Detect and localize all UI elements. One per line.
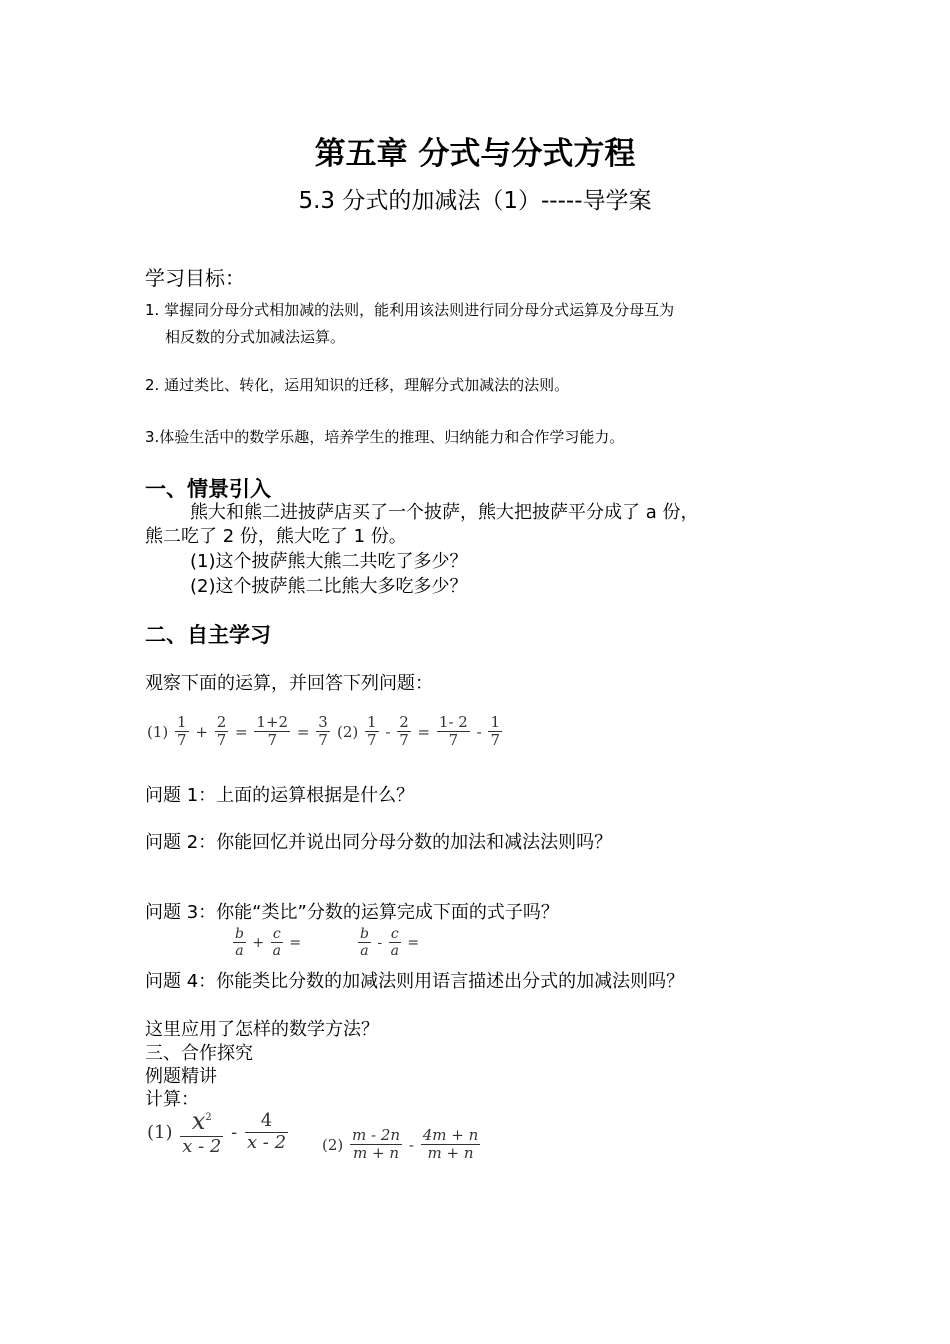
eq1-label: (1) — [147, 722, 169, 741]
method-question: 这里应用了怎样的数学方法？ — [145, 1019, 379, 1040]
ex2-label: (2) — [322, 1135, 344, 1154]
scenario-line-1: 熊大和熊二进披萨店买了一个披萨，熊大把披萨平分成了 a 份， — [190, 502, 699, 523]
ex1-label: (1) — [147, 1122, 173, 1144]
question-1: 问题 1：上面的运算根据是什么？ — [145, 785, 415, 806]
observe-intro: 观察下面的运算，并回答下列问题： — [145, 673, 433, 694]
equation-1: (1) $\frac{1}{7}$ + $\frac{2}{7}$ = $\frac{1+2}{7}$ = $\frac{3}{7}$ — [147, 713, 328, 750]
eq1-frac-c: $\frac{1+2}{7}$ — [256, 713, 289, 750]
example-1-expression: (1) $\frac{x^2}{x - 2}$ - $\frac{4}{x - 2}$ — [147, 1107, 287, 1157]
scenario-question-1: (1)这个披萨熊大熊二共吃了多少？ — [190, 551, 468, 572]
ex1-frac-a: $\frac{x^2}{x - 2}$ — [182, 1107, 222, 1157]
question-2: 问题 2：你能回忆并说出同分母分数的加法和减法法则吗？ — [145, 832, 613, 853]
question-4: 问题 4：你能类比分数的加减法则用语言描述出分式的加减法则吗？ — [145, 971, 685, 992]
eq1-frac-b: $\frac{2}{7}$ — [216, 713, 227, 750]
eq1-frac-d: $\frac{3}{7}$ — [318, 713, 328, 750]
goal-item-1: 1. 掌握同分母分式相加减的法则，能利用该法则进行同分母分式运算及分母互为 — [145, 301, 675, 319]
scenario-line-2: 熊二吃了 2 份，熊大吃了 1 份。 — [145, 526, 407, 547]
ex2-frac-b: $\frac{4m + n}{m + n}$ — [422, 1126, 479, 1163]
eq2-frac-c: $\frac{1- 2}{7}$ — [438, 713, 468, 750]
question-3: 问题 3：你能“类比”分数的运算完成下面的式子吗？ — [145, 902, 559, 923]
ex1-frac-b: $\frac{4}{x - 2}$ — [246, 1110, 287, 1154]
calculate-label: 计算： — [145, 1089, 199, 1110]
fraction-sum-expression: $\frac{b}{a}$ + $\frac{c}{a}$ = — [235, 926, 302, 960]
eq2-frac-b: $\frac{2}{7}$ — [399, 713, 409, 750]
scenario-question-2: (2)这个披萨熊二比熊大多吃多少？ — [190, 576, 468, 597]
page-title: 第五章 分式与分式方程 — [314, 136, 636, 172]
example-heading: 例题精讲 — [145, 1066, 217, 1087]
goal-item-1-cont: 相反数的分式加减法运算。 — [165, 328, 346, 346]
eq1-frac-a: $\frac{1}{7}$ — [177, 713, 187, 750]
goal-item-3: 3.体验生活中的数学乐趣，培养学生的推理、归纳能力和合作学习能力。 — [145, 428, 625, 446]
equation-2: (2) $\frac{1}{7}$ - $\frac{2}{7}$ = $\frac{1- 2}{7}$ - $\frac{1}{7}$ — [337, 713, 501, 750]
fraction-difference-expression: $\frac{b}{a}$ - $\frac{c}{a}$ = — [360, 926, 420, 960]
ex2-frac-a: $\frac{m - 2n}{m + n}$ — [352, 1126, 401, 1163]
page-subtitle: 5.3 分式的加减法（1）-----导学案 — [298, 188, 652, 214]
section2-heading: 二、自主学习 — [145, 623, 271, 647]
goals-heading: 学习目标： — [145, 266, 245, 290]
goal-item-2: 2. 通过类比、转化，运用知识的迁移，理解分式加减法的法则。 — [145, 376, 570, 394]
section3-heading: 三、合作探究 — [145, 1043, 253, 1064]
eq2-frac-a: $\frac{1}{7}$ — [367, 713, 377, 750]
eq2-frac-d: $\frac{1}{7}$ — [490, 713, 501, 750]
example-2-expression: (2) $\frac{m - 2n}{m + n}$ - $\frac{4m + n}{m + n}$ — [322, 1126, 479, 1163]
section1-heading: 一、情景引入 — [145, 477, 271, 501]
eq2-label: (2) — [337, 722, 359, 741]
